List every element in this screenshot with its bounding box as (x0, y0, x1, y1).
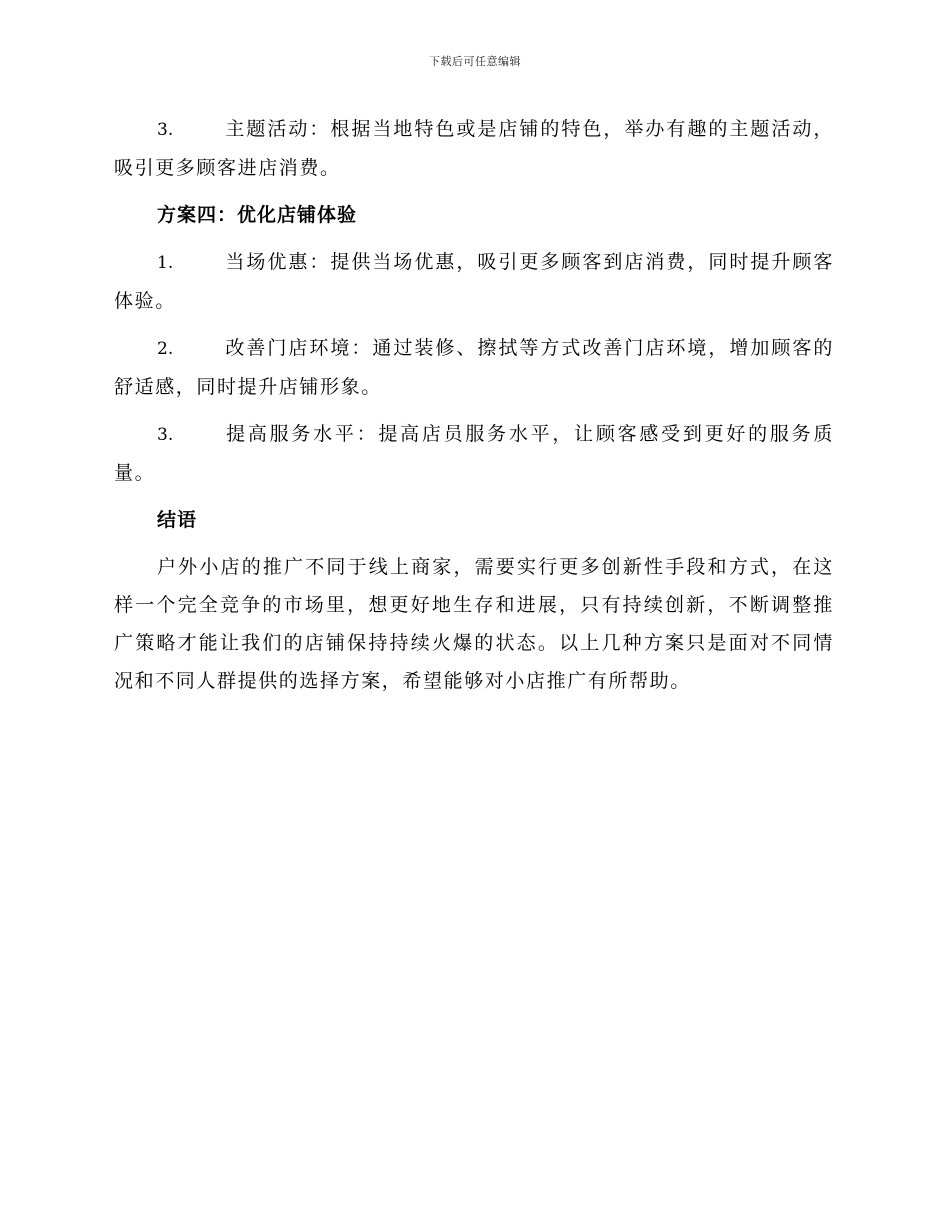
list-item-text: 改善门店环境：通过装修、擦拭等方式改善门店环境，增加顾客的舒适感，同时提升店铺形象。 (114, 337, 834, 398)
list-item-text: 主题活动：根据当地特色或是店铺的特色，举办有趣的主题活动，吸引更多顾客进店消费。 (114, 118, 834, 179)
list-item-store-environment (114, 329, 834, 406)
list-item-onsite-discount (114, 243, 834, 320)
list-item-service-level (114, 415, 834, 492)
list-item-text: 提高服务水平：提高店员服务水平，让顾客感受到更好的服务质量。 (114, 423, 834, 484)
list-number: 3. (157, 120, 174, 140)
section-heading-plan4: 方案四：优化店铺体验 (157, 204, 358, 226)
list-number: 2. (157, 339, 174, 359)
list-number: 3. (157, 425, 174, 445)
list-item-text: 当场优惠：提供当场优惠，吸引更多顾客到店消费，同时提升顾客体验。 (114, 251, 834, 312)
section-heading-conclusion: 结语 (157, 509, 198, 531)
list-item-theme-activity (114, 110, 834, 187)
document-body (114, 110, 834, 709)
conclusion-paragraph: 户外小店的推广不同于线上商家，需要实行更多创新性手段和方式，在这样一个完全竞争的市场里，想更好地生存和进展，只有持续创新，不断调整推广策略才能让我们的店铺保持持续火爆的状态。以上几种方案只是面对不同情况和不同人群提供的选择方案，希望能够对小店推广有所帮助。 (114, 556, 834, 692)
page-header: 下载后可任意编辑 (429, 55, 521, 68)
list-number: 1. (157, 253, 174, 273)
